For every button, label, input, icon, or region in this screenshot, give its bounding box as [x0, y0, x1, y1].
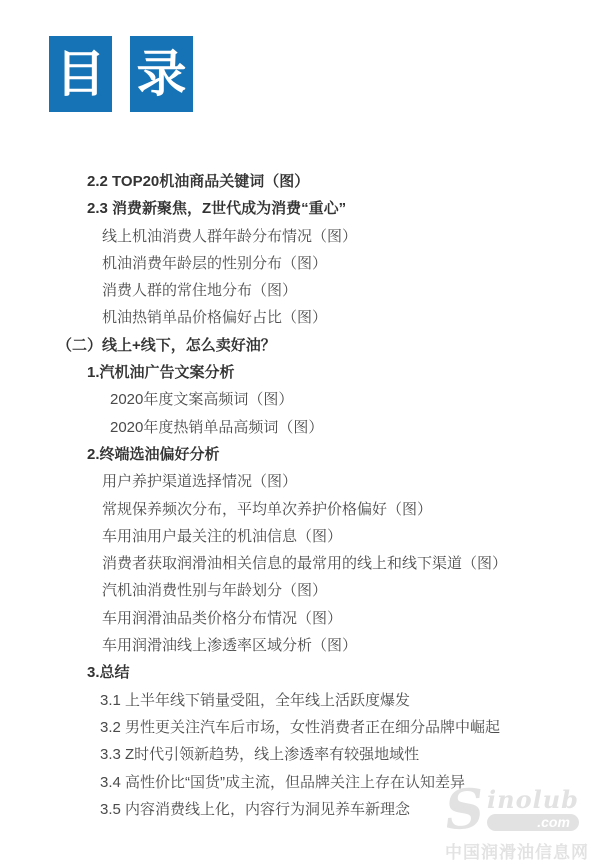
toc-item: 车用润滑油品类价格分布情况（图）	[102, 609, 343, 627]
toc-item: 消费人群的常住地分布（图）	[102, 282, 298, 300]
toc-item: 机油热销单品价格偏好占比（图）	[102, 309, 328, 327]
toc-item: 用户养护渠道选择情况（图）	[102, 473, 298, 491]
toc-item: 车用油用户最关注的机油信息（图）	[102, 527, 343, 545]
toc-item: 常规保养频次分布，平均单次养护价格偏好（图）	[102, 500, 433, 518]
watermark-logo-row	[442, 775, 597, 843]
toc-item: 2020年度热销单品高频词（图）	[110, 418, 324, 436]
title-tile-2: 录	[130, 36, 193, 112]
toc-item: 2.3 消费新聚焦，Z世代成为消费“重心”	[87, 200, 347, 218]
toc-item: 3.1 上半年线下销量受阻，全年线上活跃度爆发	[100, 691, 411, 709]
toc-item: 2.2 TOP20机油商品关键词（图）	[87, 173, 310, 190]
toc-item: 2.终端选油偏好分析	[87, 445, 220, 463]
toc-item: 机油消费年龄层的性别分布（图）	[102, 254, 328, 272]
toc-item: 汽机油消费性别与年龄划分（图）	[102, 582, 328, 600]
toc-item: 3.3 Z时代引领新趋势，线上渗透率有较强地域性	[100, 746, 420, 764]
watermark-domain-badge: .com	[487, 814, 579, 831]
watermark-initial: S	[442, 775, 487, 843]
toc-item: 3.4 高性价比“国货”成主流，但品牌关注上存在认知差异	[100, 773, 466, 791]
toc-item: 1.汽机油广告文案分析	[87, 364, 235, 382]
toc-item: 消费者获取润滑油相关信息的最常用的线上和线下渠道（图）	[102, 555, 508, 573]
toc-item: 3.总结	[87, 664, 130, 682]
page-title	[49, 36, 193, 112]
toc-list	[0, 168, 600, 823]
toc-item: （二）线上+线下，怎么卖好油？	[57, 336, 276, 354]
toc-item: 3.5 内容消费线上化，内容行为洞见养车新理念	[100, 800, 411, 818]
watermark-wordmark	[487, 785, 579, 831]
toc-item: 3.2 男性更关注汽车后市场，女性消费者正在细分品牌中崛起	[100, 718, 501, 736]
sinolub-watermark-logo	[442, 775, 597, 863]
toc-item: 2020年度文案高频词（图）	[110, 391, 294, 409]
toc-item: 车用润滑油线上渗透率区域分析（图）	[102, 637, 358, 655]
watermark-caption: 中国润滑油信息网	[445, 843, 589, 862]
watermark-name: inolub	[487, 785, 579, 814]
title-tile-1: 目	[49, 36, 112, 112]
toc-item: 线上机油消费人群年龄分布情况（图）	[102, 227, 358, 245]
